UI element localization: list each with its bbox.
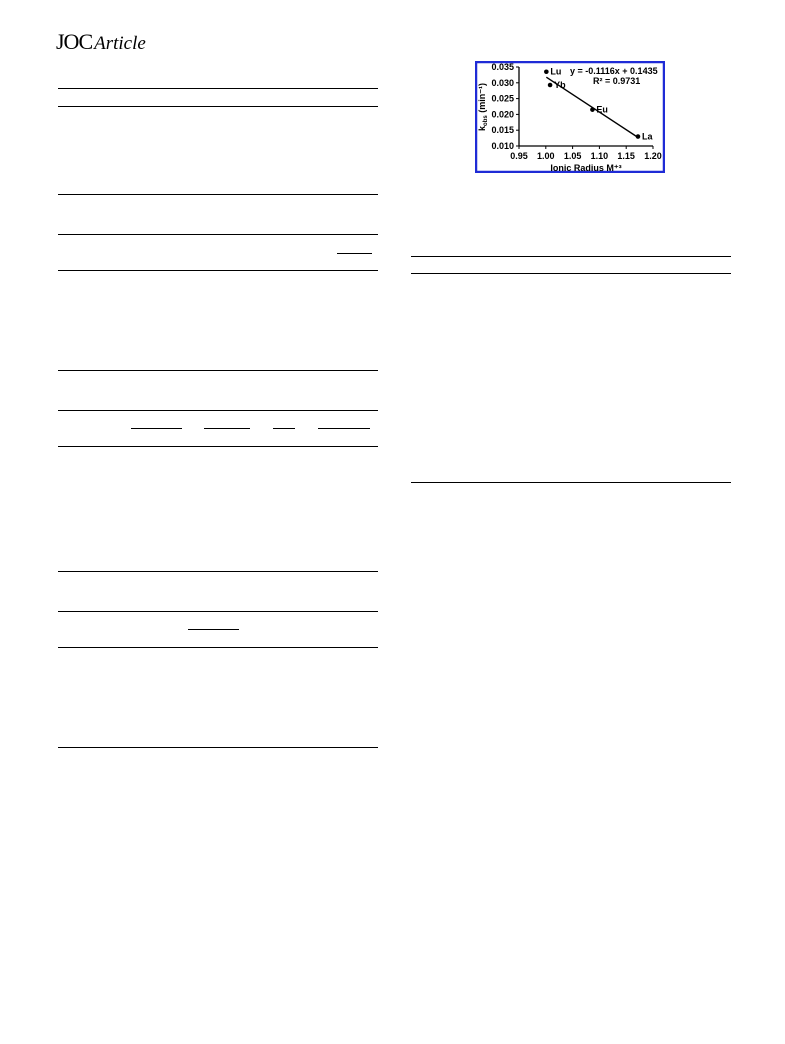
y-tick-label: 0.035 bbox=[491, 62, 514, 72]
point-label: Yb bbox=[554, 80, 566, 91]
table-rule bbox=[58, 234, 378, 235]
x-tick-label: 1.20 bbox=[644, 151, 662, 161]
table-rule bbox=[58, 410, 378, 411]
table-rule bbox=[58, 611, 378, 612]
table-rule bbox=[411, 482, 731, 483]
r-squared-label: R² = 0.9731 bbox=[593, 76, 641, 86]
y-tick-label: 0.025 bbox=[491, 93, 514, 104]
table-rule bbox=[411, 256, 731, 257]
x-tick-label: 1.15 bbox=[617, 151, 635, 161]
table-rule bbox=[58, 571, 378, 572]
table-rule bbox=[411, 273, 731, 274]
column-group-rule bbox=[188, 629, 239, 630]
x-tick-label: 1.00 bbox=[537, 151, 555, 161]
column-group-rule bbox=[273, 428, 295, 429]
y-axis-label: $k_{obs}$ (min⁻¹) bbox=[477, 83, 489, 131]
y-tick-label: 0.020 bbox=[491, 109, 514, 120]
column-group-rule bbox=[337, 253, 372, 254]
article-type: Article bbox=[94, 33, 146, 54]
table-rule bbox=[58, 106, 378, 107]
point-label: Eu bbox=[596, 104, 608, 115]
scatter-figure bbox=[475, 61, 665, 173]
y-tick-label: 0.030 bbox=[491, 77, 514, 88]
data-point bbox=[548, 83, 553, 88]
table-rule bbox=[58, 647, 378, 648]
x-tick-label: 0.95 bbox=[510, 151, 528, 161]
data-point bbox=[636, 134, 641, 139]
fit-equation: y = -0.1116x + 0.1435 bbox=[570, 66, 658, 76]
table-rule bbox=[58, 88, 378, 89]
scatter-chart bbox=[475, 61, 665, 173]
point-label: Lu bbox=[550, 66, 562, 77]
x-tick-label: 1.05 bbox=[563, 151, 582, 161]
column-group-rule bbox=[204, 428, 250, 429]
data-point bbox=[590, 107, 595, 112]
table-rule bbox=[58, 194, 378, 195]
table-rule bbox=[58, 270, 378, 271]
journal-name: JOC bbox=[56, 29, 93, 54]
column-group-rule bbox=[318, 428, 370, 429]
column-group-rule bbox=[131, 428, 182, 429]
y-tick-label: 0.010 bbox=[491, 141, 514, 151]
x-tick-label: 1.10 bbox=[590, 151, 609, 161]
journal-header bbox=[56, 30, 146, 56]
table-rule bbox=[58, 446, 378, 447]
data-point bbox=[544, 69, 549, 74]
point-label: La bbox=[641, 131, 653, 142]
y-tick-label: 0.015 bbox=[491, 125, 514, 136]
table-rule bbox=[58, 370, 378, 371]
x-axis-label: Ionic Radius M⁺³ bbox=[550, 163, 622, 173]
table-rule bbox=[58, 747, 378, 748]
